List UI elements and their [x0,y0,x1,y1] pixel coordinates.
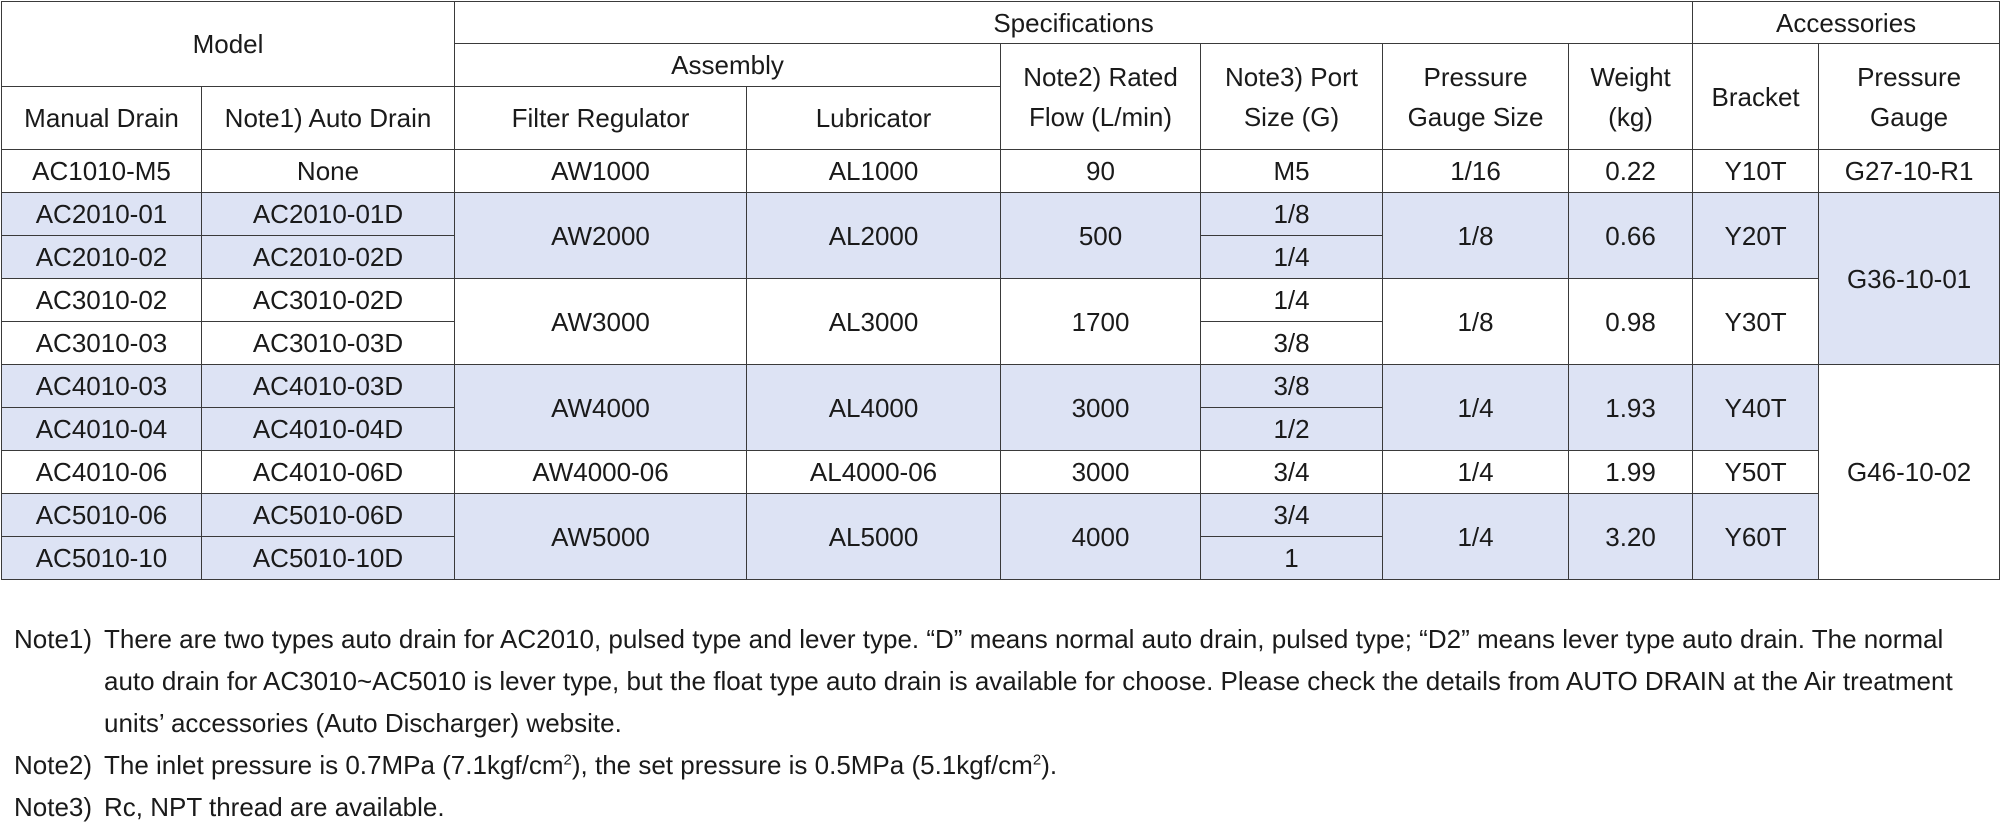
cell-rated-flow: 1700 [1001,279,1201,365]
cell-filter-regulator: AW1000 [455,150,747,193]
cell-filter-regulator: AW3000 [455,279,747,365]
note-1-tag: Note1) [14,624,93,654]
cell-port-size: 3/8 [1201,365,1383,408]
cell-gauge-size: 1/4 [1383,451,1569,494]
cell-weight: 1.99 [1569,451,1693,494]
cell-auto-drain: AC3010-03D [202,322,455,365]
table-row [2,365,2000,408]
cell-manual-drain: AC4010-06 [2,451,202,494]
cell-lubricator: AL3000 [747,279,1001,365]
note-2-tag: Note2) [14,750,93,780]
cell-rated-flow: 3000 [1001,365,1201,451]
note-2-superscript-2: 2 [1032,751,1042,769]
cell-filter-regulator: AW4000-06 [455,451,747,494]
note-1 [14,618,1986,744]
cell-auto-drain: AC4010-04D [202,408,455,451]
header-assembly: Assembly [455,44,1001,87]
note-2-text-a: The inlet pressure is 0.7MPa (7.1kgf/cm [104,750,564,780]
cell-port-size: 1/4 [1201,236,1383,279]
header-pressure-gauge: Pressure Gauge [1819,44,2000,150]
cell-filter-regulator: AW2000 [455,193,747,279]
cell-port-size: M5 [1201,150,1383,193]
header-rated-flow: Note2) Rated Flow (L/min) [1001,44,1201,150]
cell-gauge-size: 1/4 [1383,365,1569,451]
notes-section [14,618,1986,828]
header-accessories: Accessories [1693,2,2000,44]
cell-pressure-gauge: G46-10-02 [1819,365,2000,580]
cell-lubricator: AL2000 [747,193,1001,279]
cell-port-size: 3/4 [1201,494,1383,537]
cell-pressure-gauge: G36-10-01 [1819,193,2000,365]
cell-filter-regulator: AW4000 [455,365,747,451]
table-row [2,150,2000,193]
cell-gauge-size: 1/8 [1383,279,1569,365]
cell-weight: 0.66 [1569,193,1693,279]
cell-auto-drain: AC4010-03D [202,365,455,408]
header-filter-regulator: Filter Regulator [455,87,747,150]
cell-weight: 0.22 [1569,150,1693,193]
header-gauge-size: Pressure Gauge Size [1383,44,1569,150]
header-model: Model [2,2,455,87]
cell-weight: 0.98 [1569,279,1693,365]
header-bracket: Bracket [1693,44,1819,150]
cell-gauge-size: 1/8 [1383,193,1569,279]
cell-port-size: 1/2 [1201,408,1383,451]
cell-bracket: Y40T [1693,365,1819,451]
header-lubricator: Lubricator [747,87,1001,150]
note-3-tag: Note3) [14,792,93,822]
cell-gauge-size: 1/4 [1383,494,1569,580]
cell-manual-drain: AC5010-06 [2,494,202,537]
cell-manual-drain: AC2010-01 [2,193,202,236]
cell-auto-drain: AC5010-10D [202,537,455,580]
table-row [2,494,2000,537]
cell-lubricator: AL4000 [747,365,1001,451]
cell-rated-flow: 4000 [1001,494,1201,580]
cell-filter-regulator: AW5000 [455,494,747,580]
header-weight: Weight (kg) [1569,44,1693,150]
cell-weight: 3.20 [1569,494,1693,580]
cell-pressure-gauge: G27-10-R1 [1819,150,2000,193]
cell-manual-drain: AC4010-04 [2,408,202,451]
cell-manual-drain: AC1010-M5 [2,150,202,193]
cell-port-size: 1/4 [1201,279,1383,322]
cell-rated-flow: 3000 [1001,451,1201,494]
cell-auto-drain: AC2010-02D [202,236,455,279]
cell-manual-drain: AC3010-03 [2,322,202,365]
cell-auto-drain: AC4010-06D [202,451,455,494]
cell-port-size: 3/8 [1201,322,1383,365]
cell-manual-drain: AC3010-02 [2,279,202,322]
header-manual-drain: Manual Drain [2,87,202,150]
cell-auto-drain: None [202,150,455,193]
table-row [2,451,2000,494]
note-2-text-b: ), the set pressure is 0.5MPa (5.1kgf/cm [571,750,1033,780]
cell-port-size: 3/4 [1201,451,1383,494]
note-2-text-c: ). [1041,750,1058,780]
cell-weight: 1.93 [1569,365,1693,451]
cell-lubricator: AL1000 [747,150,1001,193]
note-2-superscript-1: 2 [563,751,572,769]
cell-rated-flow: 500 [1001,193,1201,279]
cell-manual-drain: AC2010-02 [2,236,202,279]
cell-gauge-size: 1/16 [1383,150,1569,193]
cell-manual-drain: AC5010-10 [2,537,202,580]
cell-port-size: 1 [1201,537,1383,580]
cell-bracket: Y60T [1693,494,1819,580]
cell-port-size: 1/8 [1201,193,1383,236]
cell-bracket: Y20T [1693,193,1819,279]
cell-auto-drain: AC3010-02D [202,279,455,322]
cell-auto-drain: AC5010-06D [202,494,455,537]
header-port-size: Note3) Port Size (G) [1201,44,1383,150]
cell-rated-flow: 90 [1001,150,1201,193]
cell-lubricator: AL4000-06 [747,451,1001,494]
note-3 [14,786,1986,828]
note-2 [14,744,1986,786]
cell-manual-drain: AC4010-03 [2,365,202,408]
note-3-text: Rc, NPT thread are available. [104,792,445,822]
header-specifications: Specifications [455,2,1693,44]
cell-bracket: Y30T [1693,279,1819,365]
cell-bracket: Y10T [1693,150,1819,193]
cell-lubricator: AL5000 [747,494,1001,580]
cell-bracket: Y50T [1693,451,1819,494]
note-1-text: There are two types auto drain for AC2010, pulsed type and lever type. “D” means normal auto drain, pulsed type; “D2” means lever type auto drain. The normal auto drain for AC3010~AC5010 is lever type, but the float type auto drain is available for choose. Please check the details from AUTO DRAIN at the Air treatment units’ accessories (Auto Discharger) website. [104,624,1953,738]
specifications-table [1,1,2000,580]
cell-auto-drain: AC2010-01D [202,193,455,236]
header-auto-drain: Note1) Auto Drain [202,87,455,150]
table-row [2,193,2000,236]
table-row [2,279,2000,322]
